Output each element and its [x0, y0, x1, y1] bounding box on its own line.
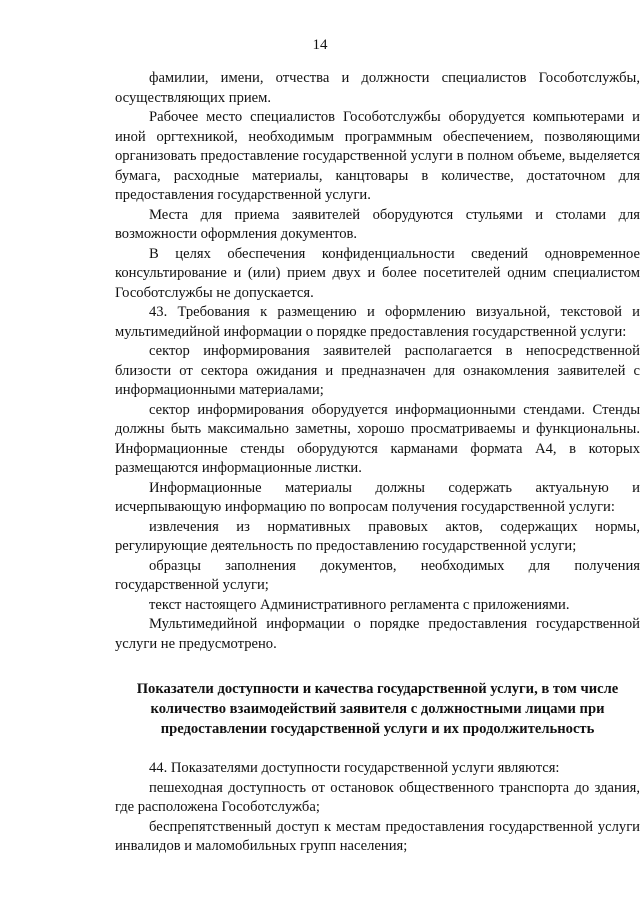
paragraph: 44. Показателями доступности государственной услуги являются:: [149, 760, 560, 776]
paragraph: текст настоящего Административного регламента с приложениями.: [149, 596, 570, 613]
paragraph: Информационные материалы должны содержать актуальную и исчерпывающую информацию по вопросам получения государственной услуги:: [115, 479, 640, 515]
paragraph: пешеходная доступность от остановок общественного транспорта до здания, где расположена Гособотслужба;: [115, 779, 640, 815]
paragraph: образцы заполнения документов, необходимых для получения государственной услуги;: [115, 557, 640, 593]
paragraph: беспрепятственный доступ к местам предоставления государственной услуги инвалидов и маломобильных групп населения;: [115, 818, 640, 854]
paragraph: 43. Требования к размещению и оформлению визуальной, текстовой и мультимедийной информации о порядке предоставления государственной услуги:: [115, 304, 640, 340]
paragraph: Рабочее место специалистов Гособотслужбы оборудуется компьютерами и иной оргтехникой, необходимым программным обеспечением, позволяющими организовать предоставление государственной услуги в полном объеме, выделяется бумага, расходные материалы, канцтовары в количестве, достаточном для предоставления государственной услуги.: [115, 109, 640, 203]
paragraph: извлечения из нормативных правовых актов, содержащих нормы, регулирующие деятельность по предоставлению государственной услуги;: [115, 518, 640, 554]
page-number: 14: [312, 37, 328, 53]
paragraph: фамилии, имени, отчества и должности специалистов Гособотслужбы, осуществляющих прием.: [115, 70, 640, 106]
paragraph: Мультимедийной информации о порядке предоставления государственной услуги не предусмотрено.: [115, 616, 640, 652]
section-heading: Показатели доступности и качества государственной услуги, в том числе количество взаимодействий заявителя с должностными лицами при предоставлении государственной услуги и их продолжительность: [136, 681, 619, 737]
paragraph: сектор информирования заявителей располагается в непосредственной близости от сектора ожидания и предназначен для ознакомления заявителей с информационными материалами;: [115, 343, 640, 398]
paragraph: Места для приема заявителей оборудуются стульями и столами для возможности оформления документов.: [115, 206, 640, 242]
paragraph: сектор информирования оборудуется информационными стендами. Стенды должны быть максимально заметны, хорошо просматриваемы и функциональны. Информационные стенды оборудуются карманами формата А4, в которых размещаются информационные листки.: [115, 401, 640, 476]
document-body: [115, 69, 640, 857]
paragraph: В целях обеспечения конфиденциальности сведений одновременное консультирование и (или) прием двух и более посетителей одним специалистом Гособотслужбы не допускается.: [115, 245, 640, 301]
